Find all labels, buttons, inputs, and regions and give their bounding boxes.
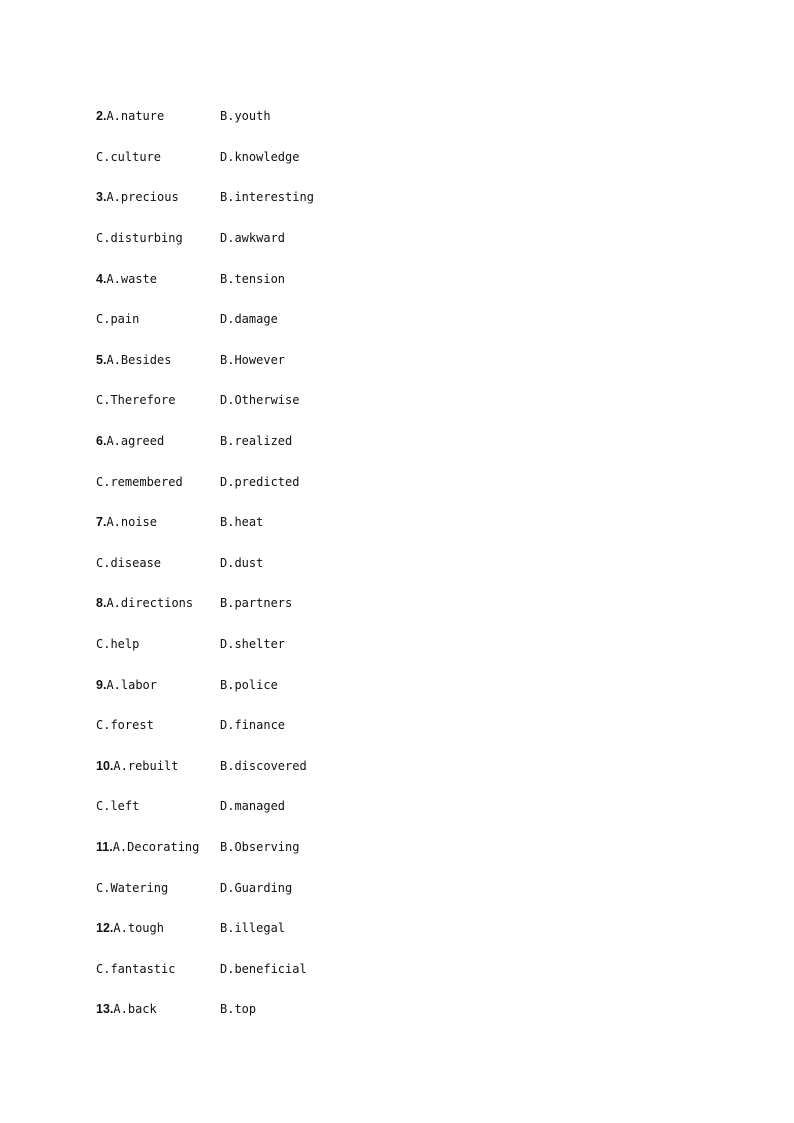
option-a: A.rebuilt (113, 758, 179, 773)
option-d: D.finance (220, 718, 286, 733)
option-b: B.tension (220, 271, 286, 286)
option-a: A.precious (106, 190, 179, 205)
question-number: 2. (96, 109, 107, 124)
option-b: B.interesting (220, 190, 314, 205)
option-c: C.help (96, 637, 140, 652)
option-b: B.However (220, 352, 286, 367)
question-3-row-ab (96, 177, 314, 218)
option-c: C.Therefore (96, 393, 176, 408)
question-number: 11. (96, 839, 113, 854)
question-8-row-ab (96, 583, 314, 624)
option-b: B.top (220, 1002, 257, 1017)
option-c: C.forest (96, 718, 154, 733)
question-number: 12. (96, 921, 114, 936)
option-a: A.directions (106, 596, 194, 611)
option-a: A.Decorating (112, 839, 200, 854)
option-d: D.knowledge (220, 149, 300, 164)
option-d: D.shelter (220, 637, 286, 652)
question-2-row-ab (96, 96, 314, 137)
option-b: B.police (220, 677, 278, 692)
question-10-row-ab (96, 746, 314, 787)
option-a: A.back (113, 1002, 157, 1017)
question-3-row-cd (96, 218, 314, 259)
question-number: 4. (96, 271, 107, 286)
option-c: C.disturbing (96, 231, 183, 246)
question-8-row-cd (96, 624, 314, 665)
question-11-row-ab (96, 827, 314, 868)
question-6-row-cd (96, 461, 314, 502)
question-9-row-ab (96, 664, 314, 705)
option-b: B.heat (220, 515, 264, 530)
option-b: B.Observing (220, 839, 300, 854)
question-number: 6. (96, 434, 107, 449)
question-number: 3. (96, 190, 107, 205)
question-11-row-cd (96, 867, 314, 908)
question-12-row-cd (96, 948, 314, 989)
option-b: B.partners (220, 596, 293, 611)
question-4-row-cd (96, 299, 314, 340)
question-7-row-ab (96, 502, 314, 543)
option-d: D.damage (220, 312, 278, 327)
option-c: C.disease (96, 555, 162, 570)
option-d: D.managed (220, 799, 286, 814)
option-c: C.Watering (96, 880, 169, 895)
option-c: C.culture (96, 149, 162, 164)
option-a: A.waste (106, 271, 158, 286)
option-a: A.tough (113, 921, 164, 936)
option-d: D.awkward (220, 231, 286, 246)
option-c: C.remembered (96, 474, 183, 489)
question-list (96, 96, 314, 1030)
question-4-row-ab (96, 258, 314, 299)
option-b: B.discovered (220, 758, 307, 773)
question-number: 13. (96, 1002, 114, 1017)
option-d: D.predicted (220, 474, 300, 489)
option-d: D.dust (220, 555, 264, 570)
question-12-row-ab (96, 908, 314, 949)
option-c: C.left (96, 799, 140, 814)
question-6-row-ab (96, 421, 314, 462)
option-b: B.youth (220, 109, 271, 124)
option-a: A.labor (106, 677, 158, 692)
question-5-row-ab (96, 340, 314, 381)
option-b: B.realized (220, 434, 293, 449)
option-d: D.Guarding (220, 880, 293, 895)
question-number: 10. (96, 758, 114, 773)
option-a: A.nature (106, 109, 165, 124)
question-number: 5. (96, 352, 107, 367)
question-9-row-cd (96, 705, 314, 746)
question-number: 7. (96, 515, 107, 530)
option-d: D.beneficial (220, 961, 307, 976)
option-c: C.fantastic (96, 961, 176, 976)
question-2-row-cd (96, 137, 314, 178)
option-c: C.pain (96, 312, 140, 327)
question-13-row-ab (96, 989, 314, 1030)
option-a: A.agreed (106, 434, 165, 449)
option-a: A.noise (106, 515, 158, 530)
question-number: 9. (96, 677, 107, 692)
question-5-row-cd (96, 380, 314, 421)
option-d: D.Otherwise (220, 393, 300, 408)
option-a: A.Besides (106, 352, 172, 367)
question-10-row-cd (96, 786, 314, 827)
question-7-row-cd (96, 543, 314, 584)
option-b: B.illegal (220, 921, 286, 936)
question-number: 8. (96, 596, 107, 611)
